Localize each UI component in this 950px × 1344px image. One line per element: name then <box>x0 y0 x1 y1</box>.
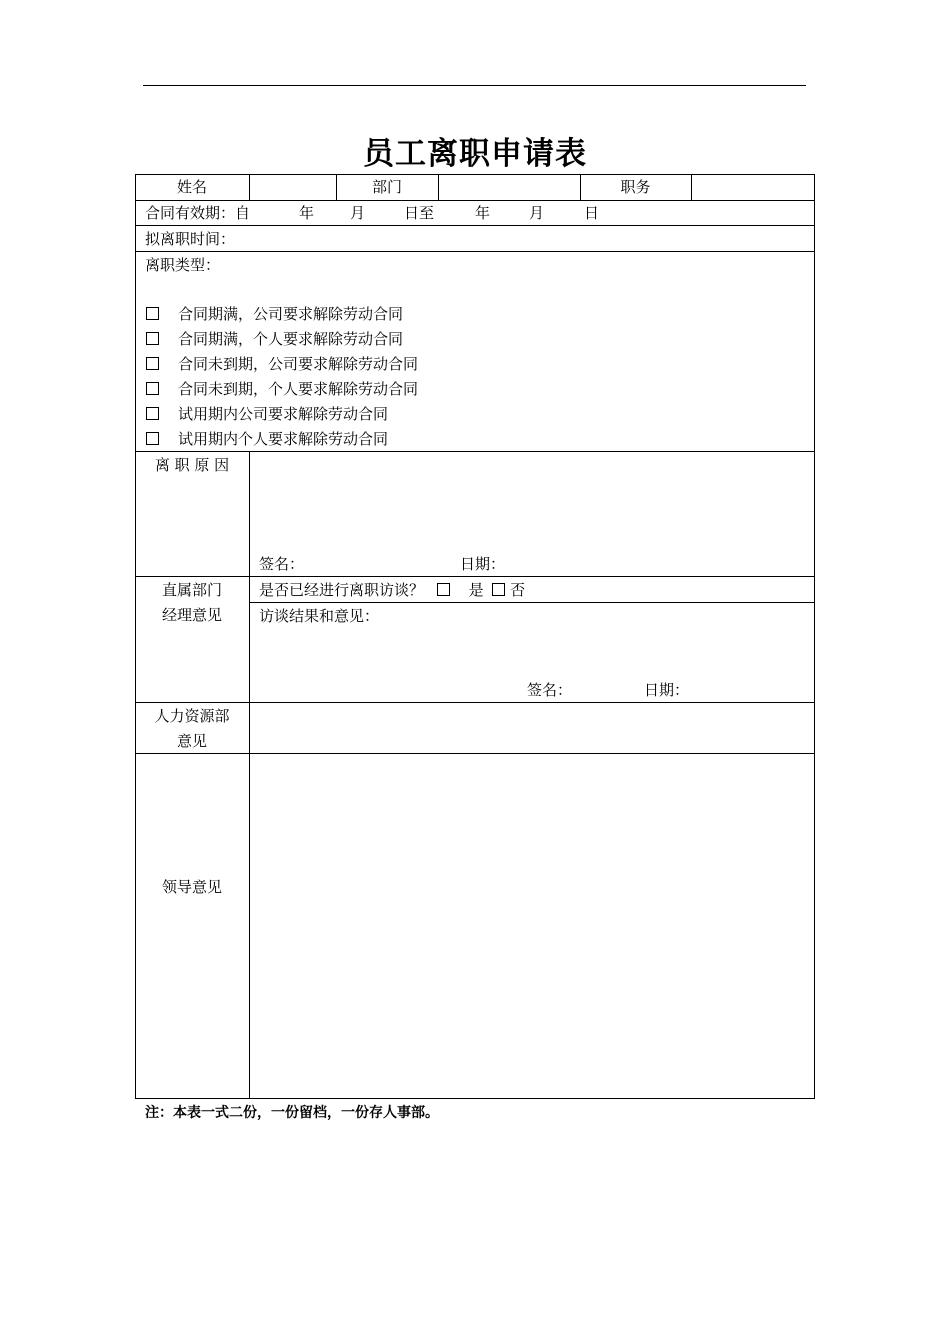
row-divider <box>135 225 815 226</box>
position-label: 职务 <box>620 178 651 196</box>
checkbox-icon[interactable] <box>146 432 159 445</box>
contract-start-year-unit: 年 <box>299 204 315 222</box>
dept-field[interactable] <box>439 175 580 199</box>
reason-date-label: 日期： <box>460 555 506 573</box>
manager-label-line2: 经理意见 <box>161 606 222 624</box>
manager-sign-label: 签名： <box>527 681 573 699</box>
hr-opinion-area[interactable] <box>251 704 813 752</box>
position-field[interactable] <box>692 175 814 199</box>
interview-result-area[interactable] <box>251 629 813 679</box>
leave-type-label: 离职类型： <box>145 256 221 274</box>
row-divider <box>135 576 815 577</box>
leader-opinion-area[interactable] <box>251 755 813 1096</box>
contract-end-day-unit: 日 <box>584 204 600 222</box>
row-divider <box>135 200 815 201</box>
contract-period-label: 合同有效期：自 <box>145 204 251 222</box>
checkbox-icon[interactable] <box>146 307 159 320</box>
interview-result-label: 访谈结果和意见： <box>259 607 380 625</box>
table-border-right <box>814 174 815 1099</box>
hr-label-line1: 人力资源部 <box>154 707 230 725</box>
resignation-form-table <box>135 174 815 1099</box>
footnote: 注：本表一式二份，一份留档，一份存人事部。 <box>145 1105 439 1121</box>
leave-type-option[interactable]: 合同期满，个人要求解除劳动合同 <box>146 329 403 349</box>
row-divider <box>135 451 815 452</box>
leader-label: 领导意见 <box>161 878 222 896</box>
reason-sign-label: 签名： <box>259 555 305 573</box>
planned-leave-label: 拟离职时间： <box>145 230 236 248</box>
dept-label: 部门 <box>371 178 402 196</box>
contract-start-day-unit: 日至 <box>404 204 435 222</box>
checkbox-icon[interactable] <box>146 357 159 370</box>
name-field[interactable] <box>250 175 336 199</box>
leave-type-option[interactable]: 试用期内公司要求解除劳动合同 <box>146 404 388 424</box>
reason-text-area[interactable] <box>251 453 813 548</box>
contract-end-year-unit: 年 <box>475 204 491 222</box>
row-divider <box>135 753 815 754</box>
name-label: 姓名 <box>176 178 207 196</box>
form-title: 员工离职申请表 <box>363 136 587 172</box>
checkbox-icon[interactable] <box>492 583 505 596</box>
interview-yes-label: 是 <box>468 581 484 599</box>
contract-end-month-unit: 月 <box>529 204 545 222</box>
interview-question: 是否已经进行离职访谈？ 是 否 <box>259 581 526 599</box>
leave-type-option[interactable]: 合同未到期，公司要求解除劳动合同 <box>146 354 418 374</box>
checkbox-icon[interactable] <box>146 332 159 345</box>
manager-date-label: 日期： <box>644 681 690 699</box>
leave-type-option[interactable]: 合同期满，公司要求解除劳动合同 <box>146 304 403 324</box>
leave-type-option[interactable]: 合同未到期，个人要求解除劳动合同 <box>146 379 418 399</box>
hr-label-line2: 意见 <box>176 732 207 750</box>
label-col-divider <box>249 451 250 1098</box>
checkbox-icon[interactable] <box>437 583 450 596</box>
table-border-left <box>135 174 136 1099</box>
row-divider <box>135 251 815 252</box>
checkbox-icon[interactable] <box>146 407 159 420</box>
leave-type-option[interactable]: 试用期内个人要求解除劳动合同 <box>146 429 388 449</box>
manager-label-line1: 直属部门 <box>161 581 222 599</box>
table-border-bottom <box>135 1098 815 1099</box>
contract-start-month-unit: 月 <box>350 204 366 222</box>
row-divider <box>135 702 815 703</box>
header-rule <box>143 85 806 86</box>
reason-label: 离 职 原 因 <box>154 456 230 474</box>
checkbox-icon[interactable] <box>146 382 159 395</box>
interview-no-label: 否 <box>510 581 526 599</box>
row-divider <box>249 602 815 603</box>
